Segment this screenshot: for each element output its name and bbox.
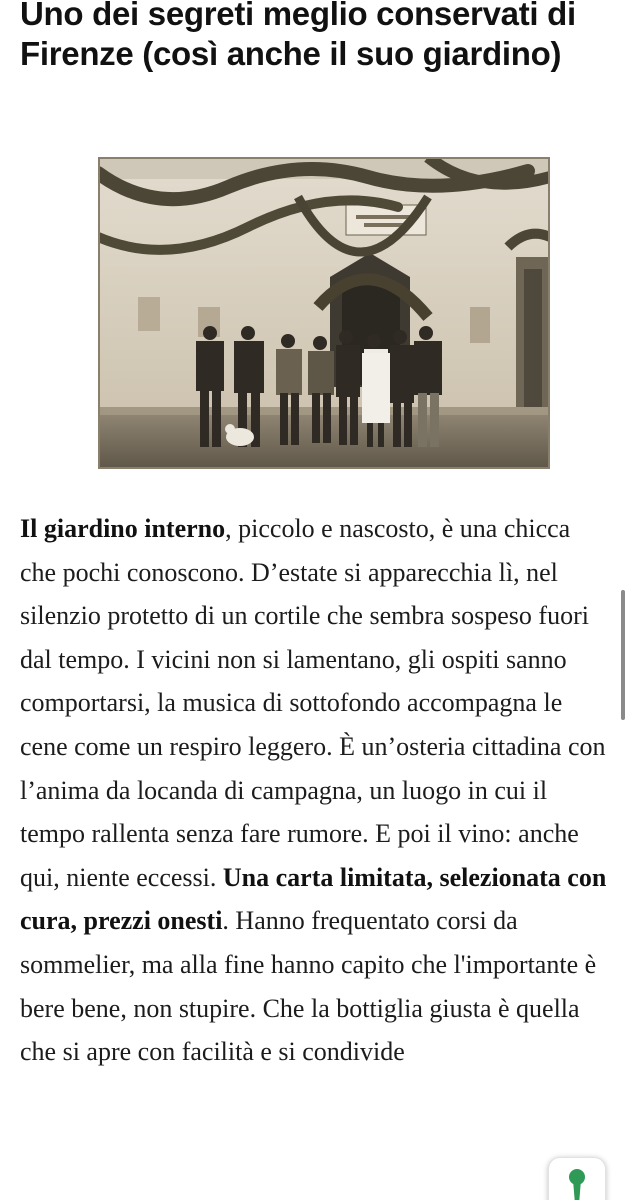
paragraph-text: , piccolo e nascosto, è una chicca che pochi conoscono. D’estate si apparecchia lì, nel silenzio protetto di un cortile che sembra sospeso fuori dal tempo. I vicini non si lamentano, gli ospiti sanno comportarsi, la musica di sottofondo accompagna le cene come un respiro leggero. È un’osteria cittadina con l’anima da locanda di campagna, un luogo in cui il tempo rallenta senza fare rumore. E poi il vino: anche qui, niente eccessi. (20, 514, 606, 892)
keyhole-icon (565, 1166, 589, 1200)
article-paragraph (20, 507, 612, 1074)
paragraph-text: . Hanno frequentato corsi da sommelier, ma alla fine hanno capito che l'importante è bere bene, non stupire. Che la bottiglia giusta è quella che si apre con facilità e si condivide (20, 906, 597, 1067)
article-title: Uno dei segreti meglio conservati di Firenze (così anche il suo giardino) (20, 0, 576, 72)
scrollbar[interactable] (621, 590, 625, 720)
article-photo (98, 157, 550, 469)
highlight-wine-list: Una carta limitata, selezionata con cura, prezzi onesti (20, 862, 607, 936)
vintage-group-photo-icon (98, 157, 550, 469)
keyhole-button[interactable] (548, 1157, 606, 1200)
highlight-garden: Il giardino interno (20, 514, 226, 543)
